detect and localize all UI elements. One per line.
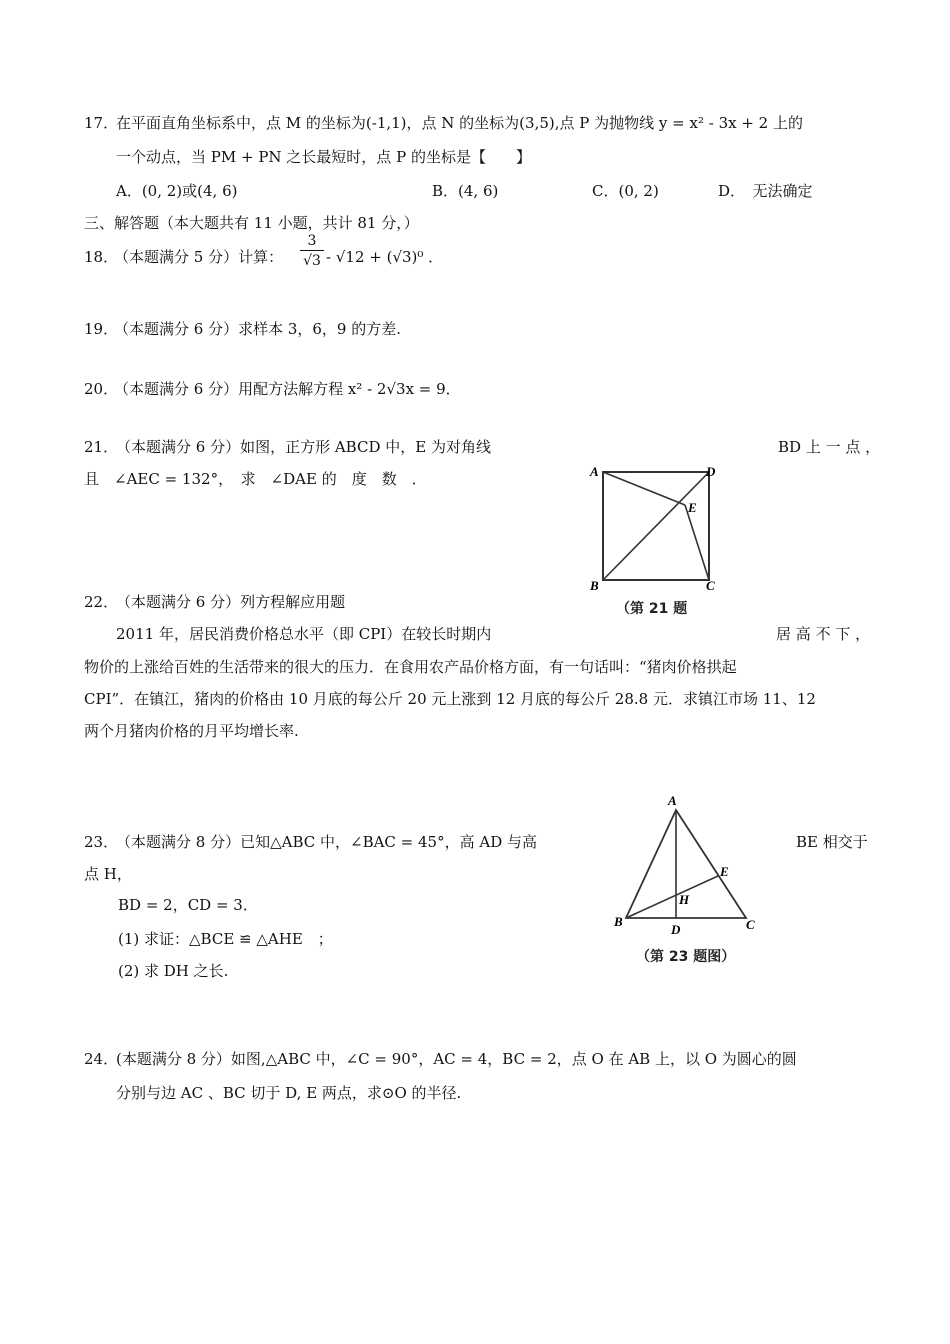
q23-figure-caption: （第 23 题图） bbox=[636, 949, 736, 965]
q21-number: 21． bbox=[84, 438, 119, 456]
q17-stem-line2: 一个动点，当 PM + PN 之长最短时，点 P 的坐标是【 】 bbox=[116, 148, 531, 166]
q18-fraction-denominator: √3 bbox=[303, 253, 321, 269]
q20-number: 20． bbox=[84, 380, 119, 398]
q24-number: 24． bbox=[84, 1050, 119, 1068]
q21-label-a: A bbox=[590, 464, 599, 479]
q23-label-h: H bbox=[679, 892, 690, 907]
q24-line2: 分别与边 AC 、BC 切于 D, E 两点，求⊙O 的半径. bbox=[116, 1084, 462, 1102]
q19-text: （本题满分 6 分）求样本 3，6，9 的方差. bbox=[114, 320, 402, 338]
q23-label-b: B bbox=[614, 914, 623, 929]
q21-label-d: D bbox=[706, 464, 716, 479]
q17-option-b: B．(4, 6) bbox=[432, 182, 499, 200]
q23-line1-right: BE 相交于 bbox=[796, 833, 868, 851]
q21-segment-ec bbox=[685, 505, 709, 580]
q21-label-e: E bbox=[688, 500, 697, 515]
q22-number: 22． bbox=[84, 593, 119, 611]
q21-line2: 且 ∠AEC = 132°， 求 ∠DAE 的 度 数 ． bbox=[84, 470, 427, 488]
section-title: 三、解答题（本大题共有 11 小题，共计 81 分，） bbox=[84, 214, 419, 232]
q21-label-b: B bbox=[590, 578, 599, 593]
q23-line2: 点 H， bbox=[84, 865, 132, 883]
q18-fraction bbox=[300, 232, 324, 271]
q23-number: 23． bbox=[84, 833, 119, 851]
q22-para-line2: 物价的上涨给百姓的生活带来的很大的压力．在食用农产品价格方面，有一句话叫：“猪肉价格拱起 bbox=[84, 658, 737, 676]
q21-line1-right: BD 上 一 点 ， bbox=[778, 438, 881, 456]
q21-segment-ae bbox=[603, 472, 685, 505]
q21-diagonal-bd bbox=[603, 472, 709, 580]
q22-para-line3: CPI”．在镇江，猪肉的价格由 10 月底的每公斤 20 元上涨到 12 月底的每公斤 28.8 元．求镇江市场 11、12 bbox=[84, 690, 816, 708]
q17-option-c: C．(0, 2) bbox=[592, 182, 659, 200]
q23-given: BD = 2，CD = 3． bbox=[118, 896, 258, 914]
q21-figure-caption: （第 21 题 bbox=[616, 601, 688, 617]
q20-text: （本题满分 6 分）用配方法解方程 x² - 2√3x = 9． bbox=[114, 380, 461, 398]
q21-line1-left: （本题满分 6 分）如图，正方形 ABCD 中，E 为对角线 bbox=[116, 438, 491, 456]
q18-expression-rest: - √12 + (√3)⁰ ． bbox=[326, 248, 444, 266]
q23-label-c: C bbox=[746, 917, 755, 932]
q17-number: 17． bbox=[84, 114, 119, 132]
q19-number: 19． bbox=[84, 320, 119, 338]
q18-text: （本题满分 5 分）计算： bbox=[114, 248, 284, 266]
q21-label-c: C bbox=[706, 578, 715, 593]
q17-stem-line1: 在平面直角坐标系中，点 M 的坐标为(-1,1)，点 N 的坐标为(3,5),点 P 为抛物线 y = x² - 3x + 2 上的 bbox=[116, 114, 803, 132]
q23-part2: (2) 求 DH 之长. bbox=[118, 962, 229, 980]
q23-label-e: E bbox=[720, 864, 729, 879]
q23-label-d: D bbox=[671, 922, 681, 937]
q23-line1-left: （本题满分 8 分）已知△ABC 中，∠BAC = 45°，高 AD 与高 bbox=[116, 833, 537, 851]
q23-altitude-be bbox=[626, 876, 718, 918]
q17-option-d: D． 无法确定 bbox=[718, 182, 813, 200]
q22-text: （本题满分 6 分）列方程解应用题 bbox=[116, 593, 346, 611]
q24-line1: (本题满分 8 分）如图,△ABC 中，∠C = 90°，AC = 4，BC = 2，点 O 在 AB 上，以 O 为圆心的圆 bbox=[116, 1050, 797, 1068]
q21-figure-square bbox=[582, 458, 732, 618]
q22-para-line4: 两个月猪肉价格的月平均增长率. bbox=[84, 722, 299, 740]
q22-para-line1-right: 居 高 不 下 ， bbox=[776, 625, 871, 643]
q18-fraction-numerator: 3 bbox=[307, 233, 317, 249]
q23-part1: (1) 求证：△BCE ≌ △AHE ； bbox=[118, 930, 333, 948]
q17-option-a: A．(0, 2)或(4, 6) bbox=[116, 182, 238, 200]
q22-para-line1-left: 2011 年，居民消费价格总水平（即 CPI）在较长时期内 bbox=[116, 625, 492, 643]
q23-label-a: A bbox=[668, 793, 677, 808]
q18-number: 18． bbox=[84, 248, 119, 266]
q23-figure-triangle bbox=[610, 788, 766, 938]
